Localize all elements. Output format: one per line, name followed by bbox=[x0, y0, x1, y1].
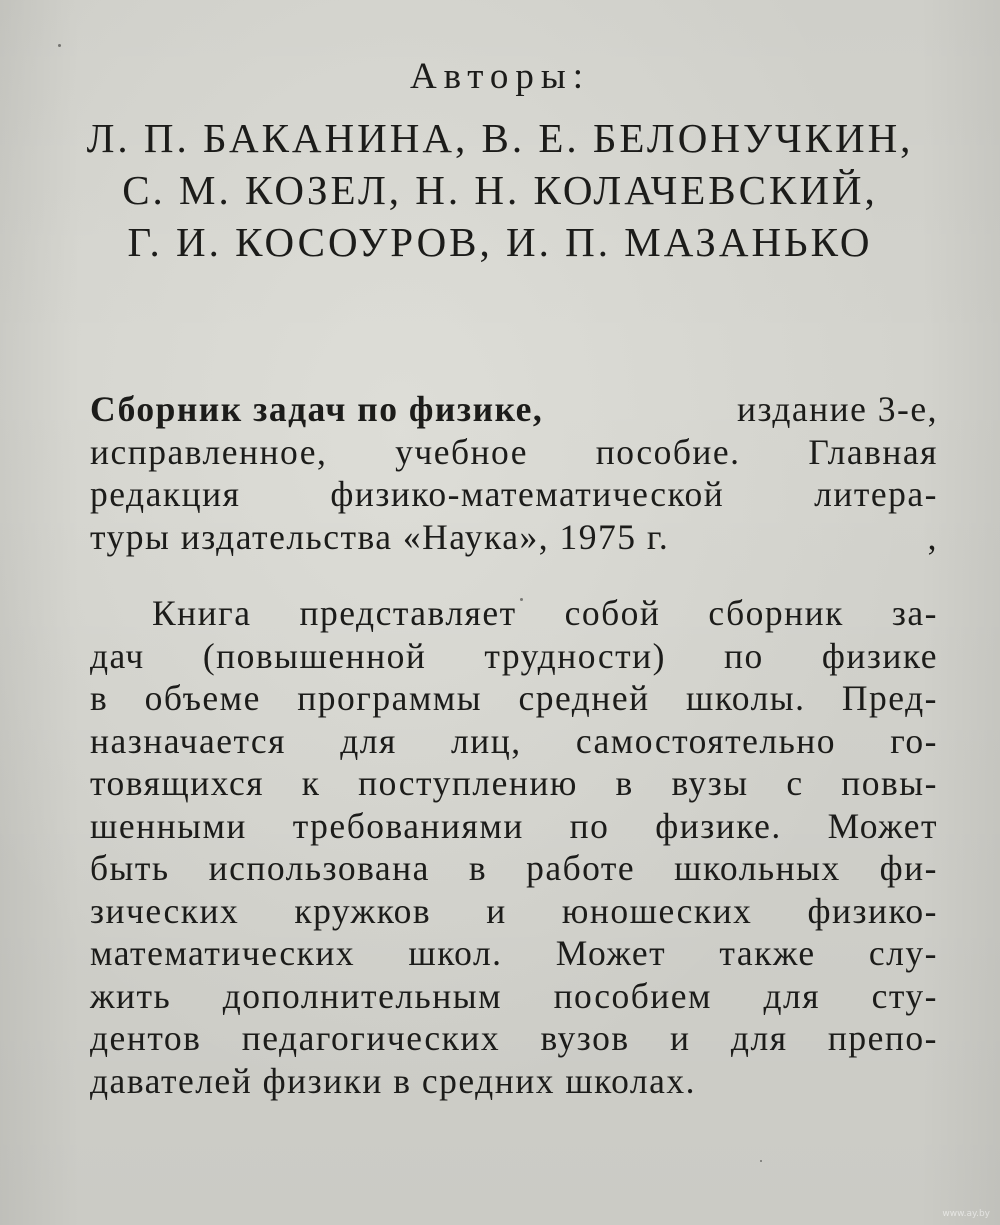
word: по bbox=[569, 805, 610, 846]
authors-heading: Авторы: bbox=[409, 56, 591, 97]
word: дач bbox=[90, 635, 145, 676]
description-line bbox=[90, 847, 938, 890]
word: с bbox=[786, 763, 804, 803]
ink-speck bbox=[760, 1160, 762, 1162]
watermark: www.ay.by bbox=[942, 1209, 990, 1219]
book-description bbox=[90, 592, 938, 1102]
word: (повышенной bbox=[202, 635, 427, 676]
description-line: давателей физики в средних школах. bbox=[90, 1060, 696, 1101]
authors-line: С. М. КОЗЕЛ, Н. Н. КОЛАЧЕВСКИЙ, bbox=[122, 167, 878, 213]
publication-info bbox=[90, 388, 938, 558]
word: редакция bbox=[90, 474, 241, 514]
word: физико-математической bbox=[330, 474, 725, 514]
stray-comma: , bbox=[927, 516, 938, 557]
word: Может bbox=[555, 933, 667, 973]
word: пособие. bbox=[595, 431, 741, 472]
word: вузы bbox=[671, 763, 749, 803]
word: Книга bbox=[152, 593, 252, 633]
word: объеме bbox=[144, 678, 261, 718]
word: Главная bbox=[808, 431, 938, 472]
word: дентов bbox=[90, 1018, 202, 1058]
word: школьных bbox=[674, 848, 841, 888]
word: Может bbox=[827, 805, 938, 846]
word: кружков bbox=[294, 890, 432, 931]
ink-speck bbox=[58, 44, 61, 47]
word: фи- bbox=[879, 848, 938, 888]
word: использована bbox=[208, 848, 430, 888]
word: в bbox=[468, 848, 488, 888]
word: за- bbox=[891, 593, 938, 633]
word: назначается bbox=[90, 720, 287, 761]
word: для bbox=[340, 720, 397, 761]
word: жить bbox=[90, 975, 172, 1016]
word: литера- bbox=[814, 474, 938, 514]
authors-line: Г. И. КОСОУРОВ, И. П. МАЗАНЬКО bbox=[127, 219, 873, 265]
word: слу- bbox=[868, 933, 938, 973]
publication-line bbox=[90, 431, 938, 474]
word: шенными bbox=[90, 805, 247, 846]
word: сту- bbox=[871, 975, 938, 1016]
word: также bbox=[719, 933, 816, 973]
word: для bbox=[730, 1018, 788, 1058]
word: го- bbox=[890, 720, 938, 761]
publication-text: туры издательства «Наука», 1975 г. bbox=[90, 516, 670, 557]
word: математических bbox=[90, 933, 356, 973]
word: в bbox=[90, 678, 109, 718]
publication-line bbox=[90, 473, 938, 516]
word: сборник bbox=[708, 593, 844, 633]
word: физико- bbox=[807, 890, 938, 931]
description-line bbox=[90, 1017, 938, 1060]
word: пособием bbox=[553, 975, 712, 1016]
word: лиц, bbox=[451, 720, 522, 761]
word: и bbox=[670, 1018, 691, 1058]
edition-text: издание 3-е, bbox=[736, 389, 938, 429]
word: требованиями bbox=[292, 805, 524, 846]
publication-line bbox=[90, 516, 938, 559]
word: трудности) bbox=[484, 635, 666, 676]
word: учебное bbox=[395, 431, 528, 472]
word: зических bbox=[90, 890, 240, 931]
word: юношеских bbox=[561, 890, 753, 931]
word: школы. bbox=[686, 678, 806, 718]
word: вузов bbox=[540, 1018, 630, 1058]
book-title: Сборник задач по физике, bbox=[90, 389, 544, 429]
word: в bbox=[615, 763, 634, 803]
word: педагогических bbox=[241, 1018, 501, 1058]
description-line bbox=[90, 762, 938, 805]
word: товящихся bbox=[90, 763, 265, 803]
word: программы bbox=[297, 678, 483, 718]
word: для bbox=[763, 975, 821, 1016]
word: повы- bbox=[841, 763, 938, 803]
publication-text bbox=[90, 431, 938, 474]
description-line bbox=[90, 592, 938, 635]
publication-line bbox=[90, 388, 938, 431]
description-line bbox=[90, 635, 938, 678]
word: дополнительным bbox=[222, 975, 503, 1016]
word: физике bbox=[821, 635, 938, 676]
description-line bbox=[90, 890, 938, 933]
word: поступлению bbox=[358, 763, 578, 803]
description-line bbox=[90, 805, 938, 848]
description-line bbox=[90, 720, 938, 763]
description-line bbox=[90, 677, 938, 720]
word: самостоятельно bbox=[575, 720, 837, 761]
word: к bbox=[301, 763, 321, 803]
word: и bbox=[486, 890, 507, 931]
description-line bbox=[90, 932, 938, 975]
authors-line: Л. П. БАКАНИНА, В. Е. БЕЛОНУЧКИН, bbox=[86, 115, 914, 161]
word: препо- bbox=[827, 1018, 938, 1058]
word: Пред- bbox=[841, 678, 938, 718]
word: средней bbox=[518, 678, 650, 718]
word: по bbox=[724, 635, 764, 676]
word: исправленное, bbox=[90, 431, 328, 472]
word: представляет bbox=[299, 593, 517, 633]
word: собой bbox=[564, 593, 661, 633]
publication-text bbox=[90, 473, 938, 516]
description-line bbox=[90, 975, 938, 1018]
word: физике. bbox=[655, 805, 782, 846]
word: работе bbox=[526, 848, 636, 888]
word: быть bbox=[90, 848, 170, 888]
word: школ. bbox=[408, 933, 503, 973]
